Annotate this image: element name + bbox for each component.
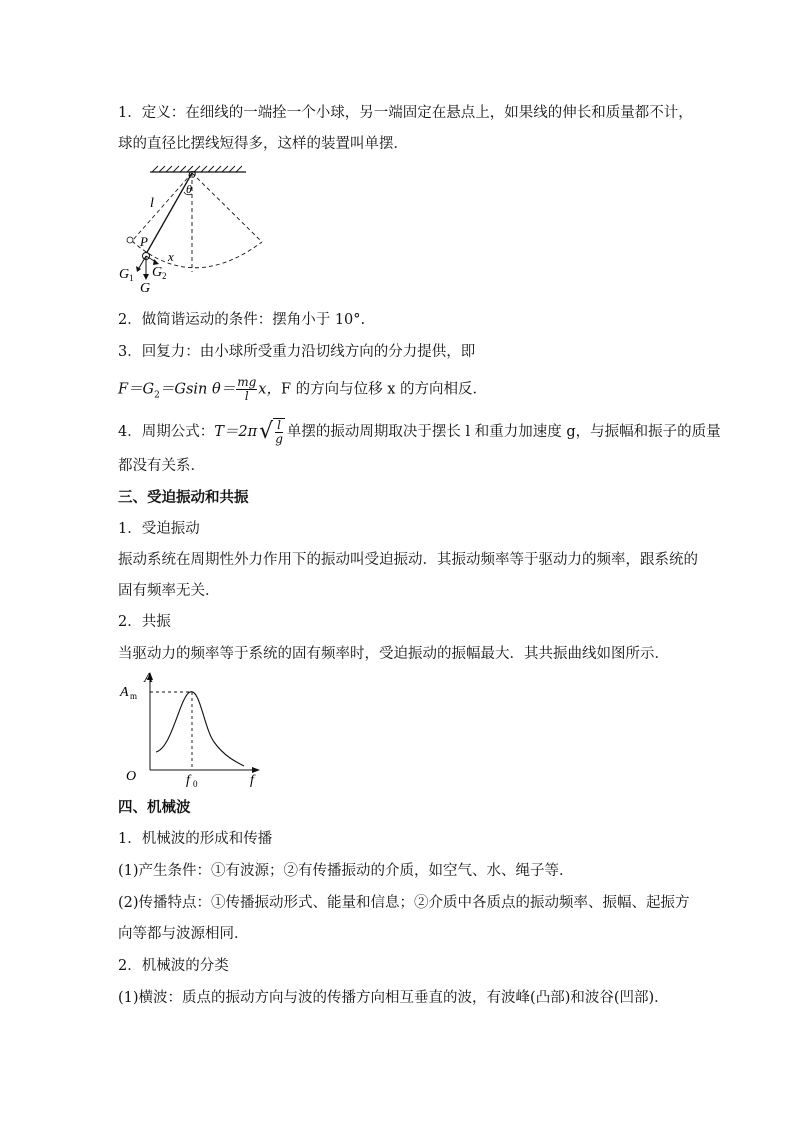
label-G: G bbox=[140, 281, 151, 296]
axis-f: f bbox=[250, 773, 254, 788]
eq-mid: ＝Gsin θ＝ bbox=[159, 381, 236, 398]
period-formula-line bbox=[118, 418, 721, 446]
section-4-heading: 四、机械波 bbox=[118, 799, 191, 816]
resonance-title: 2．共振 bbox=[118, 614, 171, 630]
sqrt-symbol: √ $\frac{l}{g}$ bbox=[259, 418, 283, 446]
label-theta: θ bbox=[186, 182, 192, 196]
label-Am-sub: m bbox=[130, 691, 138, 701]
label-l: l bbox=[150, 196, 154, 211]
resonance-figure bbox=[114, 668, 274, 790]
rad-den: g bbox=[275, 432, 283, 446]
resonance-text: 当驱动力的频率等于系统的固有频率时，受迫振动的振幅最大．其共振曲线如图所示． bbox=[118, 646, 669, 662]
period-suffix: 单摆的振动周期取决于摆长 l 和重力加速度 g，与振幅和振子的质量 bbox=[286, 424, 721, 440]
condition-line: 2．做简谐运动的条件：摆角小于 10°. bbox=[118, 312, 366, 328]
frac-num: mg bbox=[237, 375, 257, 389]
label-G2: G bbox=[152, 265, 163, 280]
pendulum-figure bbox=[112, 164, 272, 296]
eq-fraction bbox=[236, 376, 257, 403]
frac-den: l bbox=[244, 389, 249, 403]
definition-line-2: 球的直径比摆线短得多，这样的装置叫单摆． bbox=[118, 136, 408, 152]
rad-num: l bbox=[277, 418, 281, 432]
eq-x: x， bbox=[258, 381, 281, 398]
period-T: T＝2π bbox=[214, 424, 258, 440]
wave-item-2a: (2)传播特点：①传播振动形式、能量和信息；②介质中各质点的振动频率、振幅、起振方 bbox=[118, 895, 690, 911]
forced-vibration-title: 1．受迫振动 bbox=[118, 521, 200, 537]
label-P: P bbox=[140, 234, 148, 249]
eq-lhs: F＝G bbox=[118, 381, 155, 398]
label-x: x bbox=[168, 249, 174, 264]
label-f0: f bbox=[186, 773, 190, 788]
label-G1-sub: 1 bbox=[129, 273, 134, 283]
label-G2-sub: 2 bbox=[162, 271, 167, 281]
period-line-2: 都没有关系． bbox=[118, 458, 205, 474]
label-O-origin: O bbox=[126, 769, 137, 784]
wave-classification-title: 2．机械波的分类 bbox=[118, 958, 229, 974]
label-O: O bbox=[188, 169, 196, 181]
label-G1: G bbox=[119, 267, 130, 282]
label-f0-sub: 0 bbox=[193, 779, 198, 789]
period-prefix: 4．周期公式： bbox=[118, 424, 215, 440]
wave-item-3: (1)横波：质点的振动方向与波的传播方向相互垂直的波，有波峰(凸部)和波谷(凹部)． bbox=[118, 990, 669, 1006]
eq-rest: F 的方向与位移 x 的方向相反． bbox=[280, 381, 488, 398]
eq-sub: 2 bbox=[154, 390, 160, 401]
axis-A: A bbox=[144, 671, 153, 686]
section-3-heading: 三、受迫振动和共振 bbox=[118, 489, 249, 506]
wave-item-2b: 向等都与波源相同． bbox=[118, 926, 249, 942]
forced-vibration-text-2: 固有频率无关． bbox=[118, 583, 220, 599]
definition-line-1: 1．定义：在细线的一端拴一个小球，另一端固定在悬点上，如果线的伸长和质量都不计， bbox=[118, 105, 693, 121]
restoring-force-line: 3．回复力：由小球所受重力沿切线方向的分力提供，即 bbox=[118, 344, 476, 360]
wave-item-1: (1)产生条件：①有波源；②有传播振动的介质，如空气、水、绳子等． bbox=[118, 863, 574, 879]
forced-vibration-text-1: 振动系统在周期性外力作用下的振动叫受迫振动．其振动频率等于驱动力的频率，跟系统的 bbox=[118, 552, 698, 568]
label-Am: A bbox=[120, 685, 129, 700]
wave-formation-title: 1．机械波的形成和传播 bbox=[118, 831, 273, 847]
restoring-force-equation bbox=[118, 376, 487, 405]
